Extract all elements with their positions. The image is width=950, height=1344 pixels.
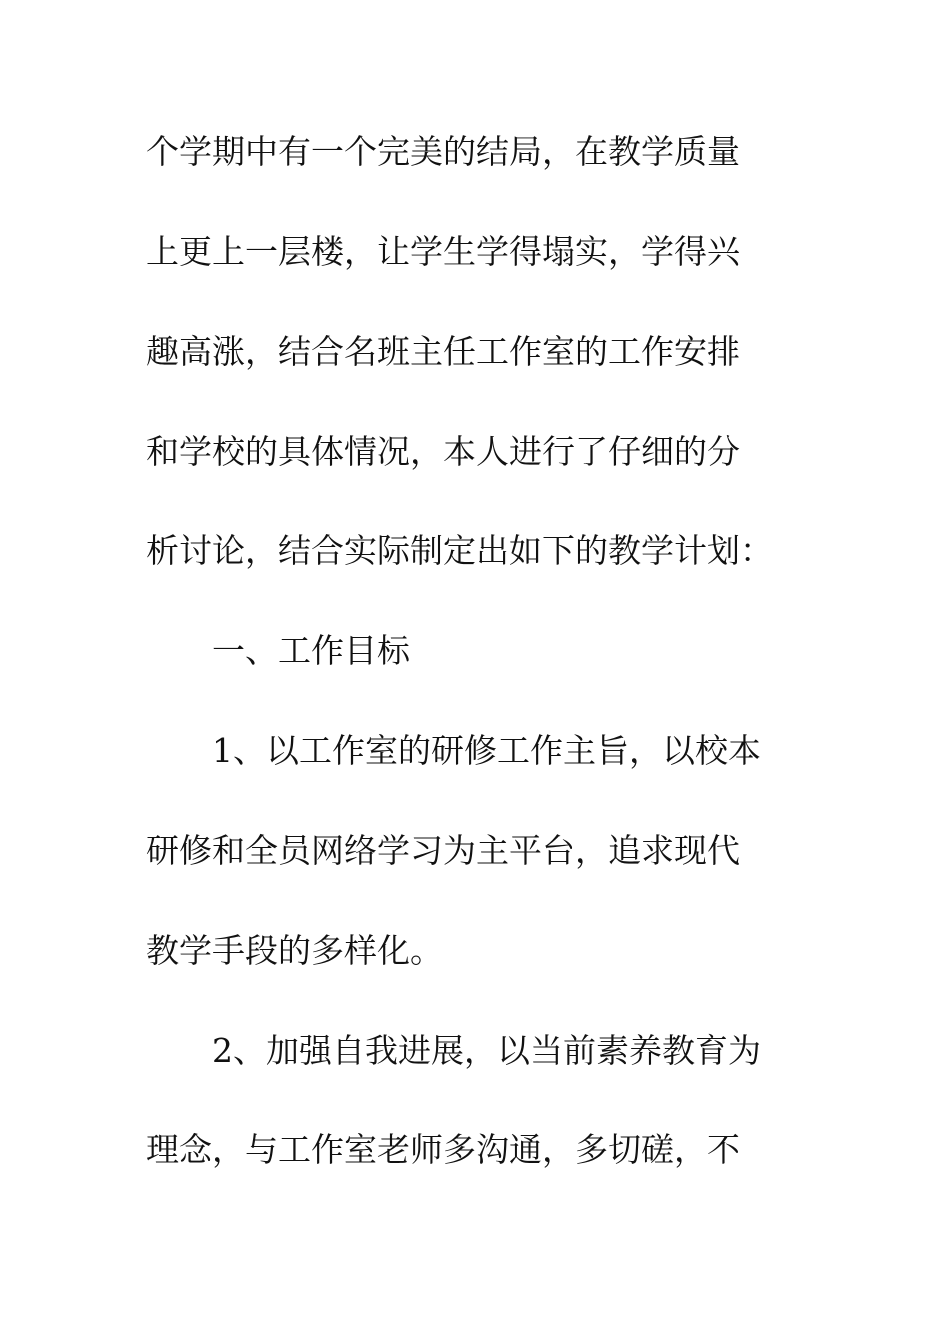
paragraph-line: 趣高涨，结合名班主任工作室的工作安排 — [146, 332, 740, 371]
list-item-1-line: 研修和全员网络学习为主平台，追求现代 — [146, 831, 740, 870]
paragraph-line: 析讨论，结合实际制定出如下的教学计划： — [146, 531, 773, 570]
paragraph-line: 个学期中有一个完美的结局，在教学质量 — [146, 132, 740, 171]
list-item-2-line: 理念，与工作室老师多沟通，多切磋，不 — [146, 1130, 740, 1169]
list-item-2-line: 2、加强自我进展，以当前素养教育为 — [212, 1031, 761, 1070]
paragraph-line: 上更上一层楼，让学生学得塌实，学得兴 — [146, 232, 740, 271]
list-item-1-line: 1、以工作室的研修工作主旨，以校本 — [212, 731, 761, 770]
paragraph-line: 和学校的具体情况，本人进行了仔细的分 — [146, 432, 740, 471]
list-item-1-line: 教学手段的多样化。 — [146, 931, 443, 970]
section-heading: 一、工作目标 — [212, 631, 410, 670]
